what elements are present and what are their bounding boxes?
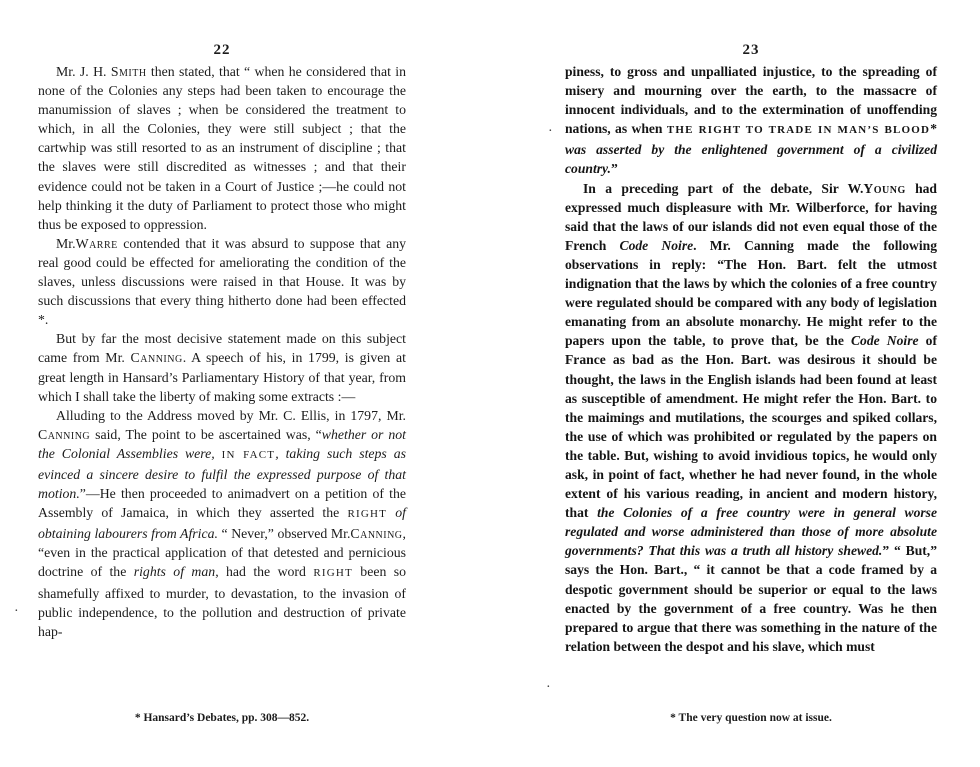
text-run: ” xyxy=(610,161,618,177)
text-run: had expressed much displeasure with Mr. Wilberforce, for having said that the laws of our islands did not even equal those of the French xyxy=(565,180,937,253)
text-run: piness, to gross and unpalliated injustice, to the spreading of misery and mourning over the earth, to the massacre of innocent individuals, and to the extermination of unoffending nations, as when xyxy=(565,64,937,137)
text-run: Alluding to the Address moved by Mr. C. Ellis, in 1797, Mr. xyxy=(56,407,406,423)
paragraph xyxy=(38,234,406,329)
text-run: Warre xyxy=(75,235,118,251)
text-run: of obtaining labourers from Africa. xyxy=(38,505,406,542)
text-run: * xyxy=(930,121,937,137)
text-run: , taking such steps as evinced a sincere desire to fulfil the expressed purpose of that motion. xyxy=(38,445,406,502)
text-run: But by far the most decisive statement made on this subject came from Mr. xyxy=(38,331,406,366)
page-number: 23 xyxy=(742,42,760,58)
text-run: THE RIGHT TO TRADE IN MAN’S BLOOD xyxy=(666,124,931,137)
body-text xyxy=(565,62,937,656)
text-run: RIGHT xyxy=(347,508,388,521)
paragraph xyxy=(38,329,406,405)
paragraph xyxy=(565,179,937,656)
text-run: ” “ But,” says the Hon. Bart., “ it cannot be that a code framed by a despotic government should be superior or equal to the laws enacted by the government of a free country. Was he then prepared to argue that there was something in the nature of the relation between the despot and his slave, which must xyxy=(565,543,937,654)
text-run: the Colonies of a free country were in general worse regulated and worse administered than those of more absolute governments? That this was a truth all history shewed. xyxy=(565,505,938,559)
text-run: . Mr. Canning made the following observations in reply: “The Hon. Bart. felt the utmost indignation that the laws by which the colonies of a free country were regulated should be compared with any body of legislation emanating from an absolute monarchy. He might refer to the papers upon the table, to prove that, be the xyxy=(565,237,938,349)
paragraph xyxy=(38,406,406,641)
footnote: * The very question now at issue. xyxy=(670,712,832,724)
text-run: , had the word xyxy=(215,564,314,580)
text-run: Canning xyxy=(130,350,183,366)
text-run: whether or not the Colonial Assemblies were, xyxy=(38,426,406,461)
text-run: Mr. J. H. xyxy=(56,64,111,79)
text-run: Code Noire xyxy=(619,237,694,253)
right-page xyxy=(565,0,937,767)
text-run: ”—He then proceeded to animadvert on a petition of the Assembly of Jamaica, in which they asserted the xyxy=(38,486,406,521)
text-run: Mr. xyxy=(56,235,76,251)
text-run: been so shamefully affixed to murder, to devastation, to the invasion of public independence, to the pollution and destruction of private hap- xyxy=(38,564,407,639)
text-run: In a preceding part of the debate, Sir W. xyxy=(583,180,864,196)
text-run: Young xyxy=(863,180,906,196)
text-run: Canning xyxy=(38,426,91,442)
margin-mark: · xyxy=(14,604,19,619)
text-run: . A speech of his, in 1799, is given at great length in Hansard’s Parliamentary History of that year, from which I shall take the liberty of making some extracts :— xyxy=(38,350,406,404)
left-page xyxy=(38,0,406,767)
text-run: rights of man xyxy=(133,564,216,580)
text-run: then stated, that “ when he considered that in none of the Colonies any steps had been taken to encourage the manumission of slaves ; when be considered the treatment to which, in all the Colonies, they were still subject ; that the cartwhip was still resorted to as an instrument of discipline ; that the slaves were still discredited as witnesses ; and that their evidence could not be taken in a Court of Justice ;—he could not help thinking it the duty of Parliament to protect those who might thus be exposed to oppression. xyxy=(38,64,406,232)
text-run: RIGHT xyxy=(313,567,353,580)
paragraph xyxy=(565,62,937,179)
page-number: 22 xyxy=(213,42,231,58)
text-run: Code Noire xyxy=(850,333,919,349)
text-run: contended that it was absurd to suppose that any real good could be effected for ameliorating the condition of the slaves, unless discussions were raised in that House. It was by such discussions that every thing hitherto done had been effected *. xyxy=(38,235,406,328)
text-run: of France as bad as the Hon. Bart. was desirous it should be thought, the laws in the English islands had been found at least as susceptible of amendment. He might refer the Hon. Bart. to the maimings and mutilations, the scourges and spiked collars, the use of which was prohibited or regulated by the papers on the table. But, wishing to avoid invidious topics, he would only ask, in point of fact, whether he had never found, in the whole extent of his various reading, in ancient and modern history, that xyxy=(565,333,937,521)
text-run: was asserted by the enlightened government of a civilized country. xyxy=(565,142,937,177)
text-run: said, The point to be ascertained was, “ xyxy=(90,426,322,442)
text-run: Canning xyxy=(350,526,403,542)
margin-mark: · xyxy=(546,680,551,695)
body-text xyxy=(38,62,406,641)
footnote: * Hansard’s Debates, pp. 308—852. xyxy=(134,712,310,724)
paragraph xyxy=(38,62,406,234)
text-run: Smith xyxy=(110,64,147,79)
margin-mark: · xyxy=(548,124,553,139)
text-run: , “even in the practical application of that detested and pernicious doctrine of the xyxy=(38,526,406,580)
text-run: “ Never,” observed Mr. xyxy=(217,526,351,542)
text-run: IN FACT xyxy=(221,448,276,461)
